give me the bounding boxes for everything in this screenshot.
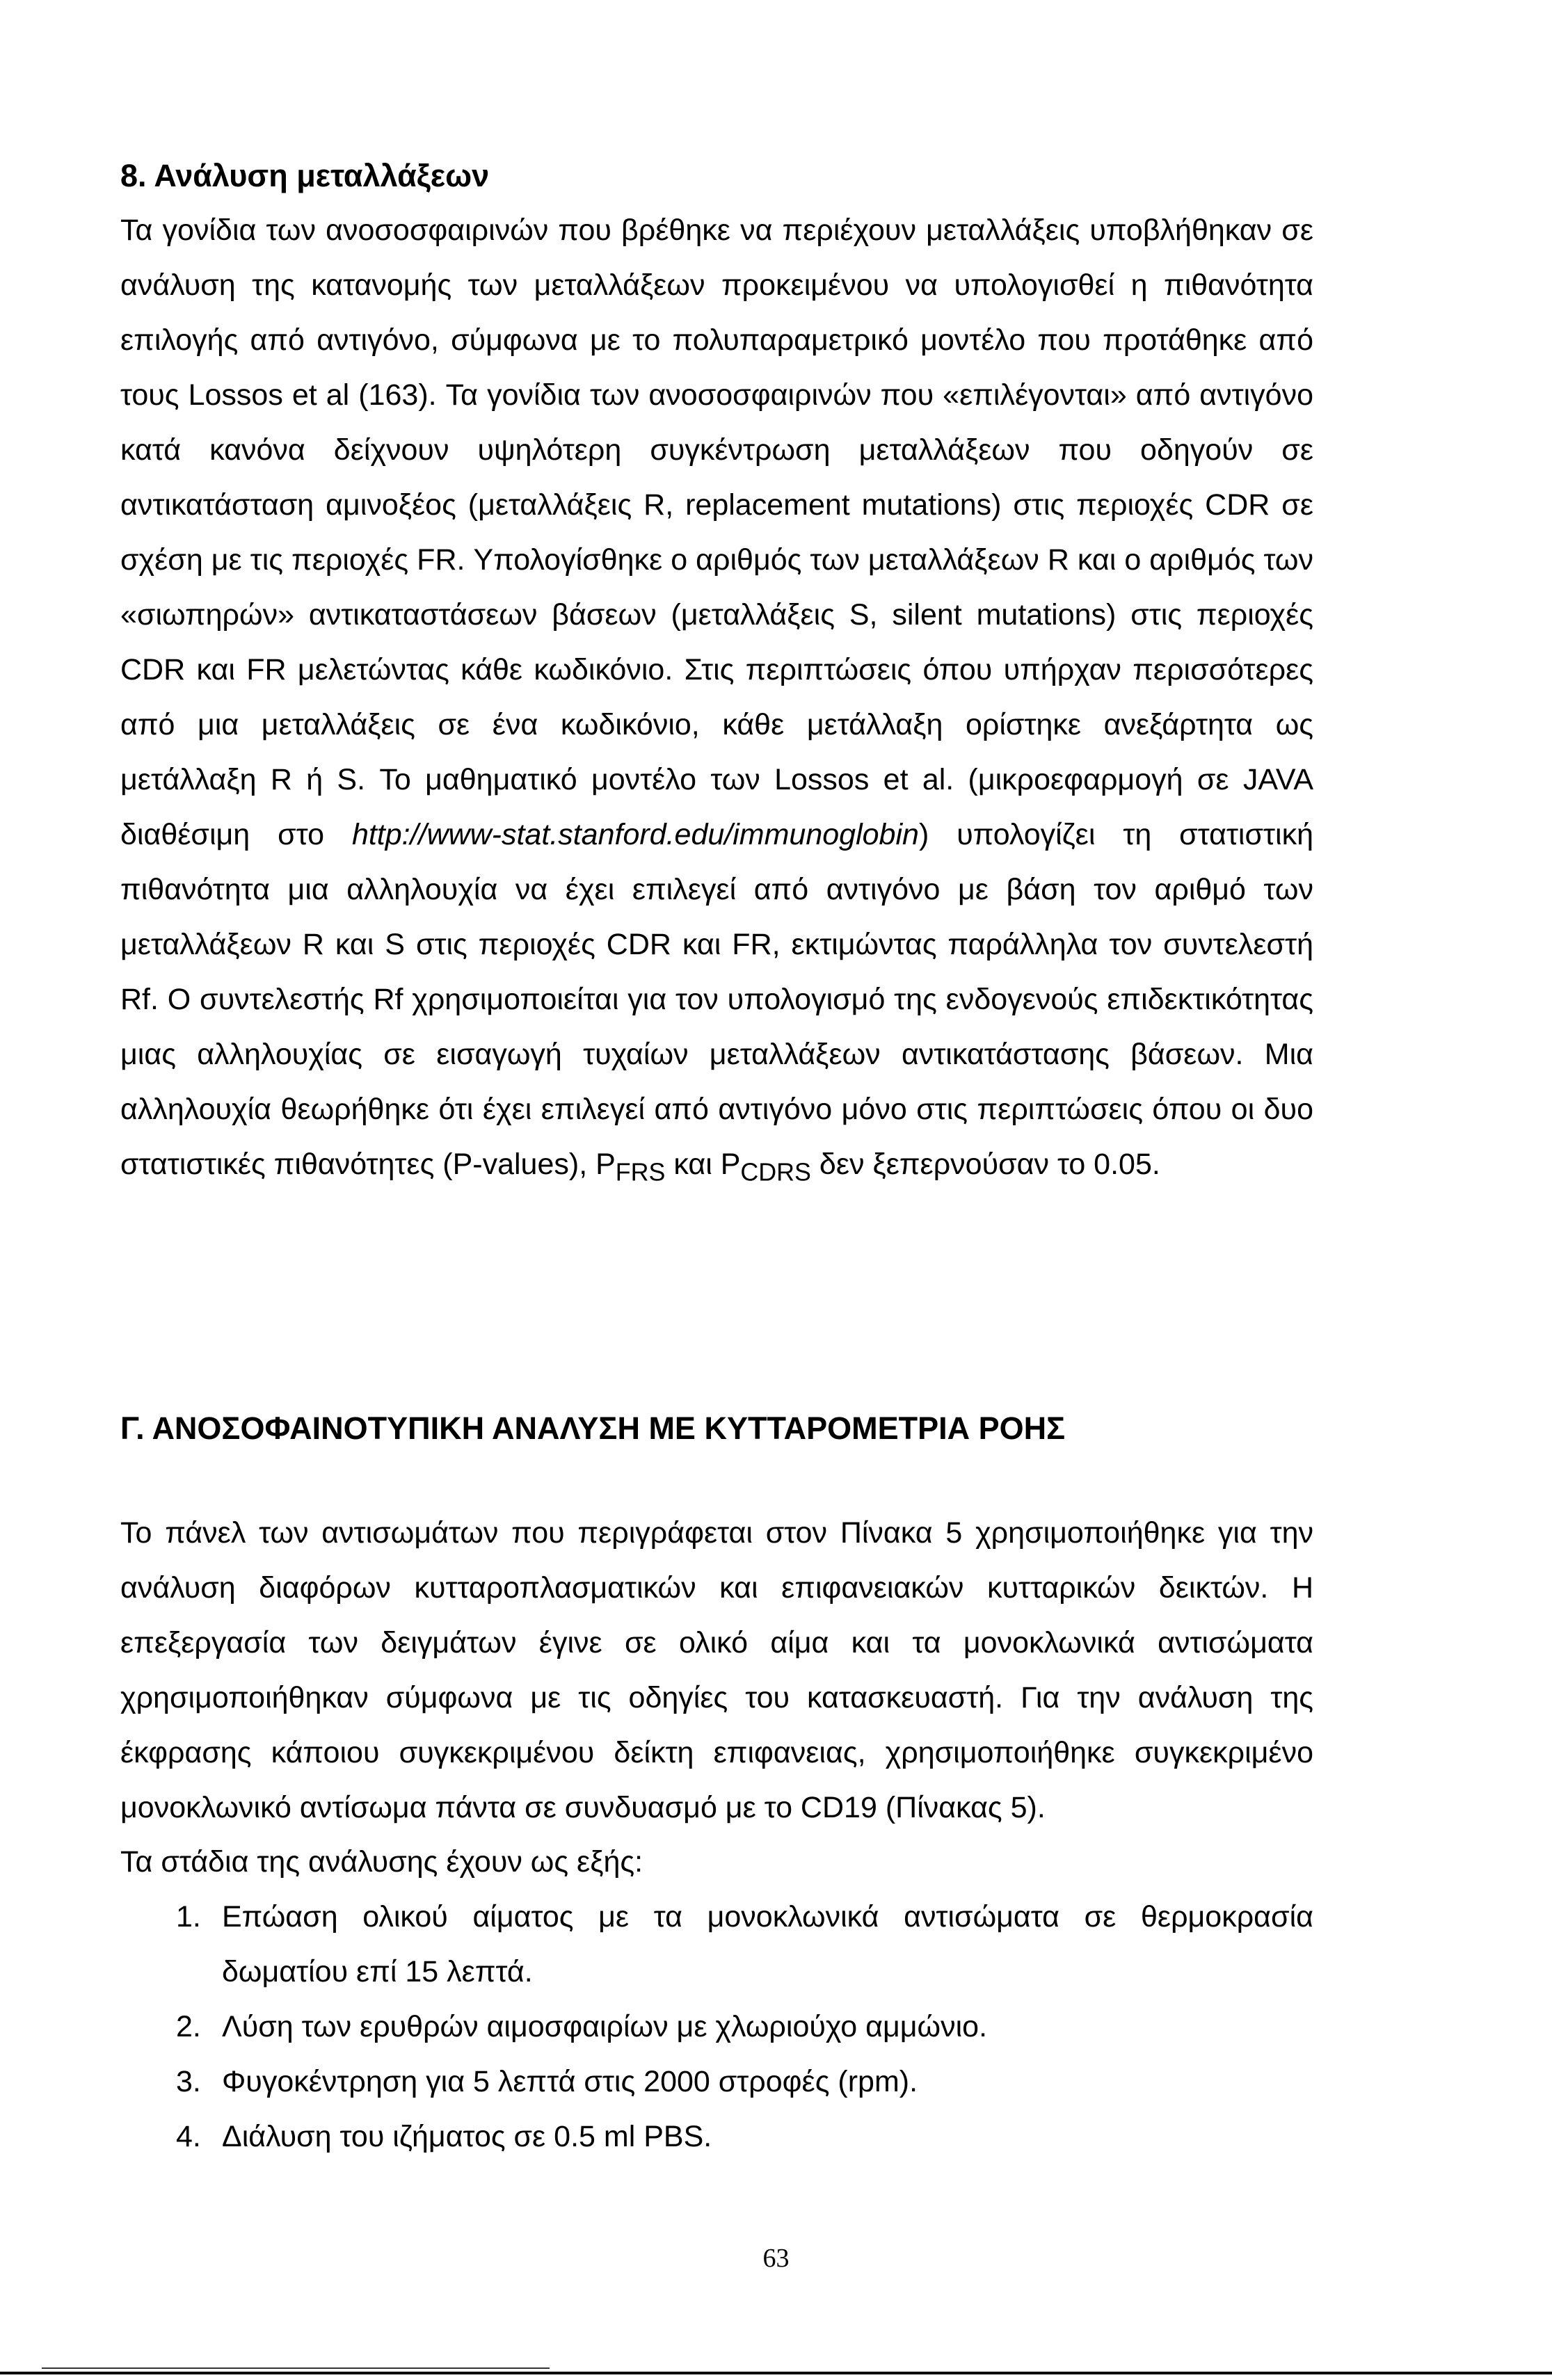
page-number: 63: [762, 2244, 790, 2273]
list-item: [120, 2055, 1313, 2109]
step-text: Διάλυση του ιζήματος σε 0.5 ml PBS.: [222, 2120, 712, 2153]
frs-subscript: FRS: [615, 1158, 666, 1187]
flow-cytometry-heading: Γ. ΑΝΟΣΟΦΑΙΝΟΤΥΠΙΚΗ ΑΝΑΛΥΣΗ ΜΕ ΚΥΤΤΑΡΟΜΕΤΡΙΑ ΡΟΗΣ: [120, 1410, 1066, 1446]
footer-divider-short: [42, 2367, 550, 2369]
step-text: Φυγοκέντρηση για 5 λεπτά στις 2000 στροφές (rpm).: [222, 2065, 918, 2098]
footer-divider: [0, 2372, 1552, 2374]
section-title: 8. Ανάλυση μεταλλάξεων: [120, 158, 490, 193]
list-item: [120, 1890, 1313, 2000]
stages-intro: Τα στάδια της ανάλυσης έχουν ως εξής:: [120, 1845, 643, 1879]
step-number: 2.: [176, 2010, 201, 2043]
step-number: 1.: [176, 1900, 201, 1933]
list-item: [120, 2109, 1313, 2164]
paragraph-text-part-a: Τα γονίδια των ανοσοσφαιρινών που βρέθηκε να περιέχουν μεταλλάξεις υποβλήθηκαν σε ανάλυση της κατανομής των μεταλλάξεων προκειμένου να υπολογισθεί η πιθανότητα επιλογής από αντιγόνο, σύμφωνα με το πολυπαραμετρικό μοντέλο που προτάθηκε από τους Lossos et al (163). Τα γονίδια των ανοσοσφαιρινών που «επιλέγονται» από αντιγόνο κατά κανόνα δείχνουν υψηλότερη συγκέντρωση μεταλλάξεων που οδηγούν σε αντικατάσταση αμινοξέος (μεταλλάξεις R, replacement mutations) στις περιοχές CDR σε σχέση με τις περιοχές FR. Υπολογίσθηκε ο αριθμός των μεταλλάξεων R και ο αριθμός των «σιωπηρών» αντικαταστάσεων βάσεων (μεταλλάξεις S, silent mutations) στις περιοχές CDR και FR μελετώντας κάθε κωδικόνιο. Στις περιπτώσεις όπου υπήρχαν περισσότερες από μια μεταλλάξεις σε ένα κωδικόνιο, κάθε μετάλλαξη ορίστηκε ανεξάρτητα ως μετάλλαξη R ή S. Το μαθηματικό μοντέλο των Lossos et al. (μικροεφαρμογή σε JAVA διαθέσιμη στο: [120, 214, 1313, 851]
cdrs-subscript: CDRS: [740, 1158, 811, 1187]
step-text: Επώαση ολικού αίματος με τα μονοκλωνικά αντισώματα σε θερμοκρασία δωματίου επί 15 λεπτά.: [222, 1900, 1313, 1988]
step-number: 3.: [176, 2065, 201, 2098]
paragraph-text-part-b: ) υπολογίζει τη στατιστική πιθανότητα μια αλληλουχία να έχει επιλεγεί από αντιγόνο με βάση τον αριθμό των μεταλλάξεων R και S στις περιοχές CDR και FR, εκτιμώντας παράλληλα τον συντελεστή Rf. Ο συντελεστής Rf χρησιμοποιείται για τον υπολογισμό της ενδογενούς επιδεκτικότητας μιας αλληλουχίας σε εισαγωγή τυχαίων μεταλλάξεων αντικατάστασης βάσεων. Μια αλληλουχία θεωρήθηκε ότι έχει επιλεγεί από αντιγόνο μόνο στις περιπτώσεις όπου οι δυο στατιστικές πιθανότητες (P-values), P: [120, 818, 1313, 1181]
analysis-steps-list: [120, 1890, 1313, 2164]
paragraph-text-part-d: δεν ξεπερνούσαν το 0.05.: [810, 1148, 1160, 1181]
step-number: 4.: [176, 2120, 201, 2153]
step-text: Λύση των ερυθρών αιμοσφαιρίων με χλωριούχο αμμώνιο.: [222, 2010, 988, 2043]
mutation-analysis-paragraph: [120, 203, 1313, 1200]
paragraph-text-part-c: και P: [665, 1148, 741, 1181]
antibody-panel-paragraph: Το πάνελ των αντισωμάτων που περιγράφεται στον Πίνακα 5 χρησιμοποιήθηκε για την ανάλυση διαφόρων κυτταροπλασματικών και επιφανειακών κυτταρικών δεικτών. Η επεξεργασία των δειγμάτων έγινε σε ολικό αίμα και τα μονοκλωνικά αντισώματα χρησιμοποιήθηκαν σύμφωνα με τις οδηγίες του κατασκευαστή. Για την ανάλυση της έκφρασης κάποιου συγκεκριμένου δείκτη επιφανειας, χρησιμοποιήθηκε συγκεκριμένο μονοκλωνικό αντίσωμα πάντα σε συνδυασμό με το CD19 (Πίνακας 5).: [120, 1516, 1313, 1824]
immunoglobin-url: http://www-stat.stanford.edu/immunoglobin: [351, 818, 919, 851]
list-item: [120, 2000, 1313, 2055]
